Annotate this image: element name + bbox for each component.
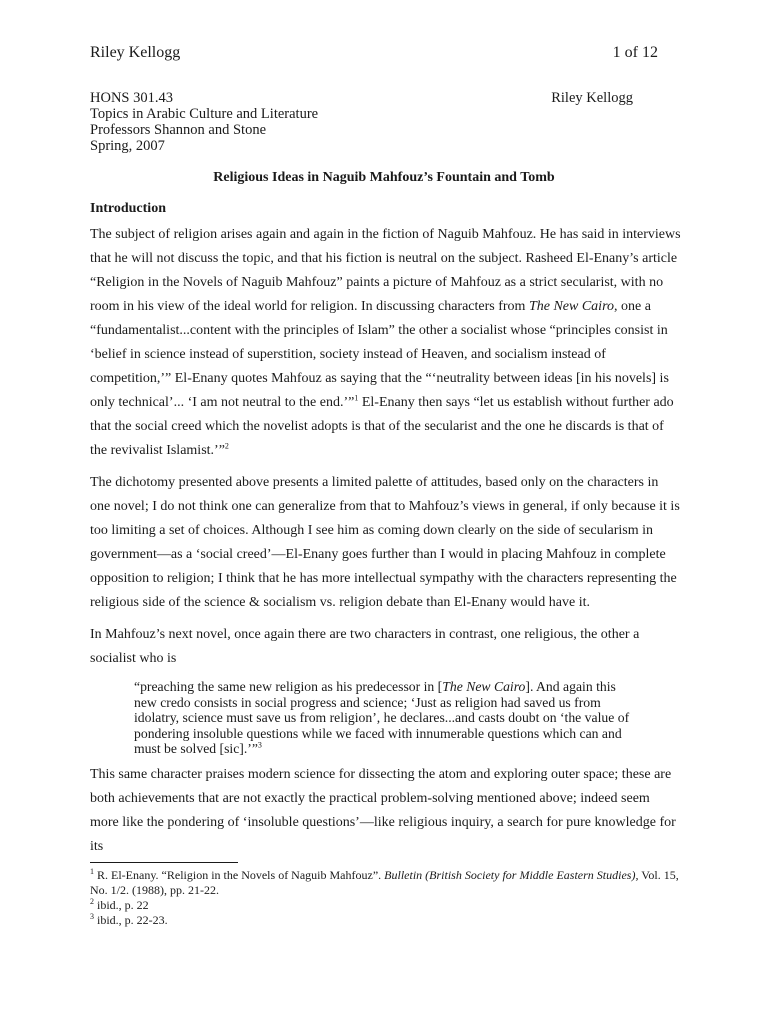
footnote-ref-3[interactable]: 3	[257, 740, 262, 750]
footnote-ref-2[interactable]: 2	[224, 441, 229, 451]
paragraph-4: This same character praises modern science for dissecting the atom and exploring outer space; these are both achievements that are not exactly the practical problem-solving mentioned above; indeed seem more like the pondering of ‘insoluble questions’—like religious inquiry, a search for pure knowledge for its	[90, 766, 676, 854]
paragraph-3: In Mahfouz’s next novel, once again there are two characters in contrast, one religious, the other a socialist who is	[90, 627, 640, 666]
header-page-number: 1 of 12	[612, 44, 658, 61]
paper-title: Religious Ideas in Naguib Mahfouz’s Fountain and Tomb	[213, 170, 555, 185]
header-author: Riley Kellogg	[90, 44, 181, 61]
block-quote: “preaching the same new religion as his predecessor in [The New Cairo]. And again this new credo consists in social progress and science; ‘Just as religion had saved us from idolatry, science must save us from religion’, he declares...and casts doubt on ‘the value of pondering insoluble questions while we faced with innumerable questions which can and must be solved [sic].’”$^3$	[134, 679, 630, 756]
book-title: The New Cairo	[442, 679, 526, 694]
course-code: HONS 301.43	[90, 90, 173, 106]
course-term: Spring, 2007	[90, 138, 165, 154]
running-header	[90, 44, 658, 62]
footnote-divider	[90, 862, 238, 863]
course-professors: Professors Shannon and Stone	[90, 122, 267, 138]
paragraph-1: The subject of religion arises again and again in the fiction of Naguib Mahfouz. He has said in interviews that he will not discuss the topic, and that his fiction is neutral on the subject. Rasheed El-Enany’s article “Religion in the Novels of Naguib Mahfouz” paints a picture of Mahfouz as a strict secularist, with no room in his view of the ideal world for religion. In discussing characters from The New Cairo, one a “fundamentalist...content with the principles of Islam” the other a socialist whose “principles consist in ‘belief in science instead of superstition, society instead of Heaven, and socialism instead of competition,’” El-Enany quotes Mahfouz as saying that the “‘neutrality between ideas [in his novels] is only technical’... ‘I am not neutral to the end.’”$^1$ El-Enany then says “let us establish without further ado that the social creed which the novelist adopts is that of the secularist and the one he discards is that of the revivalist Islamist.’”$^2$	[90, 227, 681, 458]
course-name: Topics in Arabic Culture and Literature	[90, 106, 319, 122]
course-info	[90, 90, 633, 154]
student-name: Riley Kellogg	[551, 90, 633, 106]
section-heading: Introduction	[90, 201, 166, 216]
footnote-3: $^3$ ibid., p. 22-23.	[90, 912, 168, 927]
book-title: The New Cairo	[528, 299, 614, 314]
paragraph-2: The dichotomy presented above presents a limited palette of attitudes, based only on the characters in one novel; I do not think one can generalize from that to Mahfouz’s views in general, if only because it is too limiting a set of choices. Although I see him as coming down clearly on the side of secularism in government—as a ‘social creed’—El-Enany goes further than I would in placing Mahfouz in complete opposition to religion; I think that he has more intellectual sympathy with the characters representing the religious side of the science & socialism vs. religion debate than El-Enany would have it.	[90, 475, 680, 610]
footnote-2: $^2$ ibid., p. 22	[90, 897, 149, 912]
footnote-1: $^1$ R. El-Enany. “Religion in the Novels of Naguib Mahfouz”. Bulletin (British Society for Middle Eastern Studies), Vol. 15, No. 1/2. (1988), pp. 21-22.	[90, 867, 679, 897]
footnotes	[90, 868, 682, 928]
body-text	[90, 223, 682, 867]
footnote-ref-1[interactable]: 1	[354, 393, 359, 403]
journal-title: Bulletin (British Society for Middle Eastern Studies),	[384, 868, 639, 882]
